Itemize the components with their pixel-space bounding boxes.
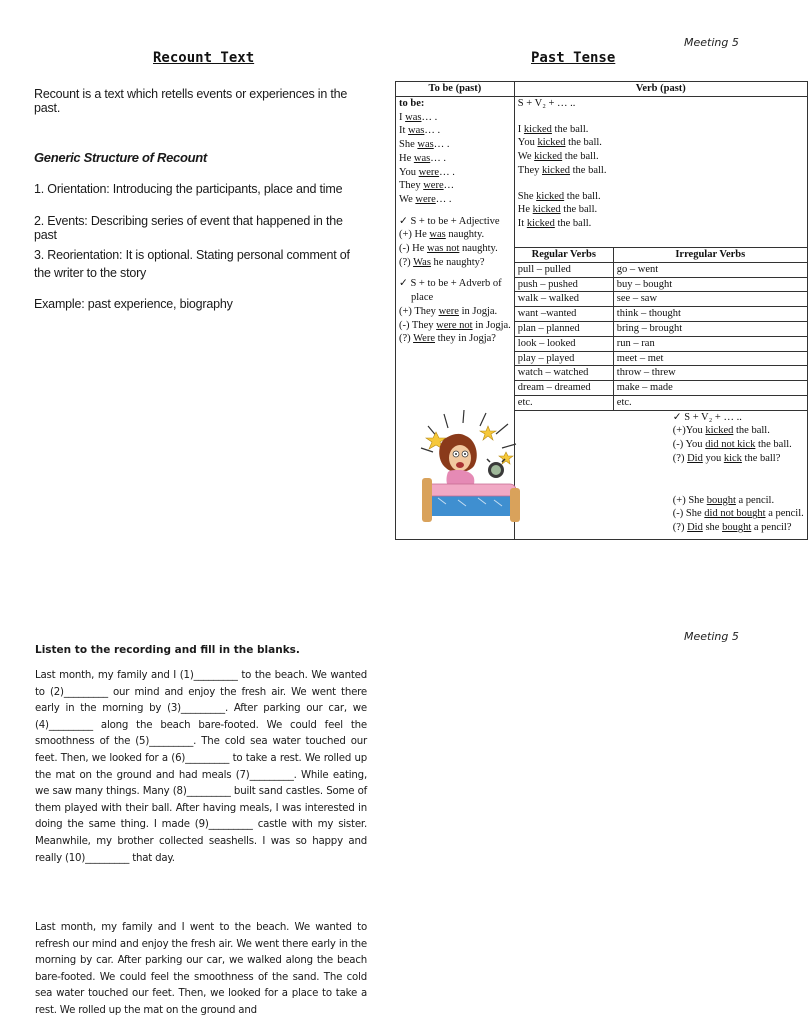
answer-text: Last month, my family and I went to the beach. We wanted to refresh our mind and enjoy the fresh air. We went there early in the morning by car. After parking our car, we walked along the beach bare-footed. We could feel the smoothness of the sand. The cold sea water touched our feet. Then, we looked for a place to take a rest. We rolled up the mat on the ground and (35, 922, 367, 1016)
verb-pair-row (515, 262, 807, 277)
header-to-be: To be (past) (396, 82, 515, 97)
regular-verb: push – pushed (515, 277, 614, 292)
adverb-positive: (+) They were in Jogja. (399, 305, 498, 317)
bought-negative: (-) She did not bought a pencil. (672, 508, 804, 520)
fill-in-blanks-text: Last month, my family and I (1)_________ to the beach. We wanted to (2)_________ our mind and enjoy the fresh air. We went there early in the morning by (3)_________. After parking our car, we (4)_________ along the beach bare-footed. We could feel the smoothness of the (5)_________. The cold sea water touched our feet. Then, we looked for a (6)_________ to take a rest. We rolled up the mat on the ground and had meals (7)_________. While eating, we saw many things. Many (8)_________ built sand castles. Some of them played with their ball. After having meals, I was interested in doing the same thing. I made (9)_________ castle with my sister. Meanwhile, my brother collected seashells. I was so happy and really (10)_________ that day. (35, 670, 367, 864)
verb-negative: (-) You did not kick the ball. (672, 439, 792, 451)
bottom-formula: ✓ S + V₂ + … .. (672, 411, 742, 423)
adverb-formula-cont: place (411, 292, 434, 304)
verb-pair-row (515, 351, 807, 366)
regular-verb: want –wanted (515, 307, 614, 322)
verb-pair-row (515, 321, 807, 336)
adjective-positive: (+) He was naughty. (399, 229, 485, 241)
structure-point-1: 1. Orientation: Introducing the participants, place and time (34, 182, 343, 196)
adjective-formula: ✓ S + to be + Adjective (399, 215, 500, 227)
verb-formula: S + V₂ + … .. (517, 98, 576, 109)
verb-forms-table (515, 248, 807, 410)
to-be-label: to be: (399, 98, 425, 109)
verb-row: He kicked the ball. (517, 204, 598, 216)
header-verb: Verb (past) (514, 82, 807, 97)
verb-pair-row (515, 336, 807, 351)
regular-verb: etc. (515, 395, 614, 409)
structure-point-3: 3. Reorientation: It is optional. Stating personal comment of the writer to the story (34, 248, 350, 280)
generic-structure-heading: Generic Structure of Recount (34, 150, 207, 165)
verb-list-b (518, 190, 804, 231)
example-text: Example: past experience, biography (34, 297, 233, 311)
adverb-negative: (-) They were not in Jogja. (399, 319, 511, 331)
regular-verb: play – played (515, 351, 614, 366)
irregular-verb: make – made (613, 381, 806, 396)
verb-pair-row (515, 307, 807, 322)
waking-up-illustration (418, 408, 528, 528)
examples-cell (514, 410, 807, 539)
irregular-verb: see – saw (613, 292, 806, 307)
verb-list-a (518, 123, 804, 178)
bed-icon (422, 478, 520, 522)
verb-row: You kicked the ball. (517, 137, 602, 149)
bought-question: (?) Did she bought a pencil? (672, 521, 792, 533)
meeting-label: Meeting 5 (684, 36, 739, 49)
verb-pair-row (515, 395, 807, 409)
verb-row: We kicked the ball. (517, 151, 599, 163)
bought-positive: (+) She bought a pencil. (672, 494, 775, 506)
past-tense-title: Past Tense (531, 50, 616, 66)
regular-verb: walk – walked (515, 292, 614, 307)
irregular-verb: buy – bought (613, 277, 806, 292)
irregular-verbs-header: Irregular Verbs (613, 248, 806, 262)
listening-instruction: Listen to the recording and fill in the blanks. (35, 644, 300, 656)
irregular-verb: run – ran (613, 336, 806, 351)
verb-pair-row (515, 381, 807, 396)
regular-verb: pull – pulled (515, 262, 614, 277)
adjective-negative: (-) He was not naughty. (399, 243, 498, 255)
irregular-verb: bring – brought (613, 321, 806, 336)
alarm-clock-icon (487, 459, 505, 478)
adjective-question: (?) Was he naughty? (399, 256, 485, 268)
verb-cell (514, 97, 807, 248)
verb-question: (?) Did you kick the ball? (672, 452, 781, 464)
verb-row: I kicked the ball. (517, 123, 589, 135)
to-be-row: You were… . (399, 166, 455, 178)
verb-row: She kicked the ball. (517, 190, 601, 202)
verb-positive: (+)You kicked the ball. (672, 425, 770, 437)
irregular-verb: etc. (613, 395, 806, 409)
adverb-question: (?) Were they in Jogja? (399, 333, 496, 345)
verb-pair-row (515, 292, 807, 307)
verb-pair-row (515, 366, 807, 381)
verb-forms-cell (514, 248, 807, 411)
irregular-verb: throw – threw (613, 366, 806, 381)
to-be-row: She was… . (399, 139, 450, 151)
irregular-verb: think – thought (613, 307, 806, 322)
recount-title: Recount Text (153, 50, 255, 66)
regular-verb: plan – planned (515, 321, 614, 336)
regular-verb: dream – dreamed (515, 381, 614, 396)
meeting-label-2: Meeting 5 (684, 630, 739, 643)
to-be-row: I was… . (399, 111, 438, 123)
irregular-verb: go – went (613, 262, 806, 277)
structure-point-2: 2. Events: Describing series of event that happened in the past (34, 214, 343, 242)
verb-pair-row (515, 277, 807, 292)
to-be-row: They were… (399, 180, 455, 192)
regular-verbs-header: Regular Verbs (515, 248, 614, 262)
to-be-row: We were… . (399, 193, 452, 205)
irregular-verb: meet – met (613, 351, 806, 366)
regular-verb: watch – watched (515, 366, 614, 381)
to-be-row: It was… . (399, 125, 441, 137)
verb-row: It kicked the ball. (517, 217, 592, 229)
verb-row: They kicked the ball. (517, 164, 607, 176)
adverb-formula: ✓ S + to be + Adverb of (399, 278, 502, 290)
to-be-row: He was… . (399, 152, 446, 164)
to-be-list (399, 111, 511, 207)
recount-definition: Recount is a text which retells events or experiences in the past. (34, 87, 348, 115)
regular-verb: look – looked (515, 336, 614, 351)
